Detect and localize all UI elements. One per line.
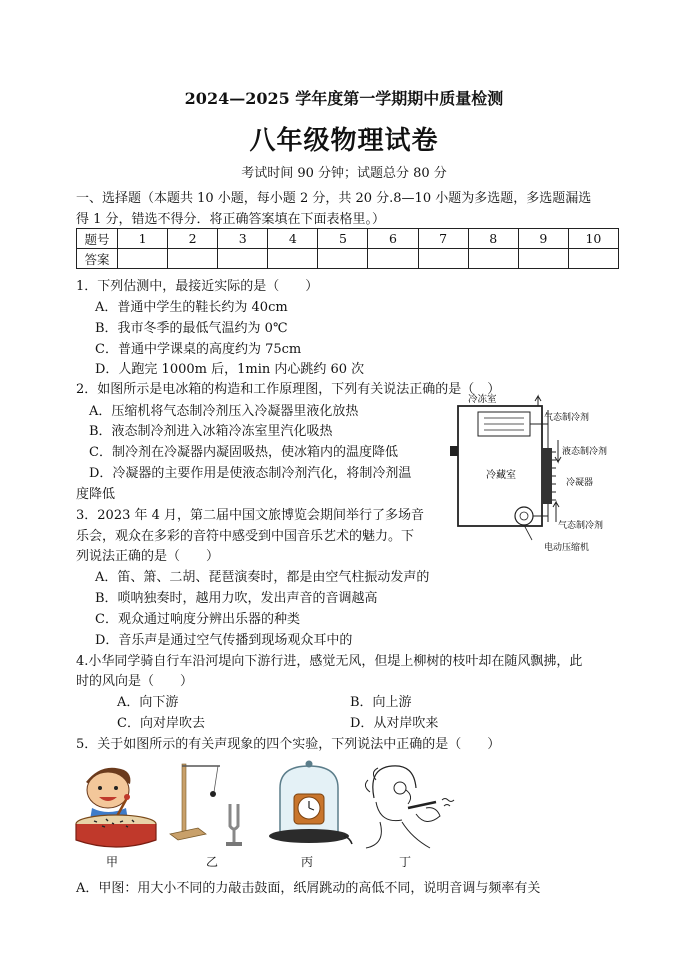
compressor-icon — [515, 507, 533, 525]
evaporator-coil — [484, 418, 524, 430]
drumstick-tip — [124, 794, 130, 800]
fridge-diagram — [448, 392, 638, 557]
question-number-cell: 10 — [568, 229, 618, 249]
question-number-cell: 7 — [418, 229, 468, 249]
door-handle — [450, 446, 458, 456]
answer-cell[interactable] — [568, 249, 618, 269]
q1-option-a: A．普通中学生的鞋长约为 40cm — [95, 300, 288, 315]
condenser-coil — [542, 448, 552, 504]
condenser-fins — [552, 452, 556, 500]
q1-stem: 1．下列估测中，最接近实际的是（ ） — [76, 279, 319, 294]
question-number-cell: 8 — [468, 229, 518, 249]
label-condenser: 冷凝器 — [566, 478, 594, 488]
compressor-core — [520, 512, 528, 520]
q3-option-b: B．唢呐独奏时，越用力吹，发出声音的音调越高 — [95, 591, 378, 606]
label-compressor: 电动压缩机 — [544, 543, 590, 553]
question-number-cell: 6 — [368, 229, 418, 249]
label-liquid: 液态制冷剂 — [562, 447, 608, 457]
q2-option-a: A．压缩机将气态制冷剂压入冷凝器里液化放热 — [89, 404, 359, 419]
figure-label-yi: 乙 — [206, 855, 219, 869]
label-freezer: 冷冻室 — [468, 394, 497, 405]
label-fridge-room: 冷藏室 — [486, 470, 516, 481]
answer-cell[interactable] — [268, 249, 318, 269]
whistle-icon — [408, 802, 436, 808]
figure-label-bing: 丙 — [301, 855, 314, 869]
q3-stem-line1: 3．2023 年 4 月，第二届中国文旅博览会期间举行了多场音 — [76, 508, 425, 523]
exam-header-title: 2024—2025 学年度第一学期期中质量检测 — [184, 89, 504, 108]
exam-subject-title: 八年级物理试卷 — [249, 126, 439, 156]
answer-cell[interactable] — [318, 249, 368, 269]
question-number-cell: 9 — [518, 229, 568, 249]
answer-cell[interactable] — [418, 249, 468, 269]
figure-bell-jar — [262, 758, 356, 852]
answer-cell[interactable] — [468, 249, 518, 269]
question-number-cell: 1 — [118, 229, 168, 249]
boy-eye-right — [114, 786, 118, 790]
q3-stem-line2: 乐会，观众在多彩的音符中感受到中国音乐艺术的魅力。下 — [76, 529, 415, 544]
q3-option-a: A．笛、箫、二胡、琵琶演奏时，都是由空气柱振动发声的 — [95, 570, 430, 585]
q3-option-d: D．音乐声是通过空气传播到现场观众耳中的 — [95, 633, 353, 648]
question-number-label: 题号 — [77, 229, 118, 249]
figure-tuning-fork — [168, 760, 258, 852]
bell-jar-base — [269, 829, 349, 843]
man-shoulders — [366, 822, 430, 848]
pendulum-ball — [210, 791, 216, 797]
q2-option-d-line1: D．冷凝器的主要作用是使液态制冷剂汽化，将制冷剂温 — [89, 466, 412, 481]
answer-cell[interactable] — [118, 249, 168, 269]
answer-label: 答案 — [77, 249, 118, 269]
q4-option-a: A．向下游 — [117, 695, 179, 710]
q2-option-c: C．制冷剂在冷凝器内凝固吸热，使冰箱内的温度降低 — [89, 445, 398, 460]
pendulum-string — [214, 766, 218, 792]
q3-option-c: C．观众通过响度分辨出乐器的种类 — [95, 612, 300, 627]
q2-stem: 2．如图所示是电冰箱的构造和工作原理图，下列有关说法正确的是（ ） — [76, 382, 501, 397]
q4-option-c: C．向对岸吹去 — [117, 716, 205, 731]
arrow-up-icon — [553, 502, 559, 522]
q4-option-d: D．从对岸吹来 — [350, 716, 439, 731]
q5-stem: 5．关于如图所示的有关声现象的四个实验，下列说法中正确的是（ ） — [76, 737, 501, 752]
q4-stem-line2: 时的风向是（ ） — [76, 674, 194, 689]
man-hand — [416, 808, 440, 822]
label-gas-bottom: 气态制冷剂 — [558, 521, 604, 531]
boy-eye-left — [98, 786, 102, 790]
q2-option-d-line2: 度降低 — [76, 487, 116, 502]
question-number-cell: 2 — [168, 229, 218, 249]
stand-pole — [182, 764, 186, 834]
sound-wave-icon — [442, 799, 454, 807]
label-gas-top: 气态制冷剂 — [544, 413, 590, 423]
q3-stem-line3: 列说法正确的是（ ） — [76, 549, 220, 564]
question-number-cell: 5 — [318, 229, 368, 249]
section1-instruction-line1: 一、选择题（本题共 10 小题，每小题 2 分，共 20 分.8—10 小题为多选题，多选题漏选 — [76, 191, 592, 206]
q2-option-b: B．液态制冷剂进入冰箱冷冻室里汽化吸热 — [89, 424, 333, 439]
tuning-fork-icon — [230, 804, 238, 829]
question-number-cell: 3 — [218, 229, 268, 249]
man-jaw — [376, 802, 402, 821]
q4-option-b: B．向上游 — [350, 695, 412, 710]
figure-label-ding: 丁 — [399, 855, 412, 869]
boy-face — [87, 772, 129, 808]
arrow-up-icon — [535, 396, 541, 406]
section1-instruction-line2: 得 1 分，错选不得分．将正确答案填在下面表格里。） — [76, 212, 386, 227]
question-number-cell: 4 — [268, 229, 318, 249]
answer-table — [76, 228, 619, 269]
answer-cell[interactable] — [368, 249, 418, 269]
answer-table-answer-row — [77, 249, 619, 269]
drum-body — [76, 824, 156, 847]
answer-cell[interactable] — [518, 249, 568, 269]
arrow-down-icon — [555, 440, 561, 462]
exam-info: 考试时间 90 分钟；试题总分 80 分 — [241, 166, 447, 181]
man-hair — [365, 768, 378, 792]
figure-drum — [72, 760, 162, 852]
q4-stem-line1: 4.小华同学骑自行车沿河堤向下游行进，感觉无风，但堤上柳树的枝叶却在随风飘拂，此 — [76, 654, 583, 669]
glasses-icon — [394, 782, 406, 794]
stand-base — [170, 828, 206, 840]
answer-cell[interactable] — [218, 249, 268, 269]
figure-whistle — [356, 758, 466, 852]
q5-option-a: A．甲图：用大小不同的力敲击鼓面，纸屑跳动的高低不同，说明音调与频率有关 — [76, 881, 541, 896]
man-nose — [406, 790, 411, 804]
q1-option-b: B．我市冬季的最低气温约为 0℃ — [95, 321, 288, 336]
compressor-pointer — [524, 525, 532, 540]
answer-cell[interactable] — [168, 249, 218, 269]
answer-table-header-row — [77, 229, 619, 249]
bell-jar-knob — [306, 761, 313, 768]
tuning-fork-base — [226, 842, 242, 846]
q1-option-d: D．人跑完 1000m 后，1min 内心跳约 60 次 — [95, 362, 365, 377]
figure-label-jia: 甲 — [106, 855, 119, 869]
q1-option-c: C．普通中学课桌的高度约为 75cm — [95, 342, 302, 357]
vacuum-tube — [344, 836, 352, 844]
